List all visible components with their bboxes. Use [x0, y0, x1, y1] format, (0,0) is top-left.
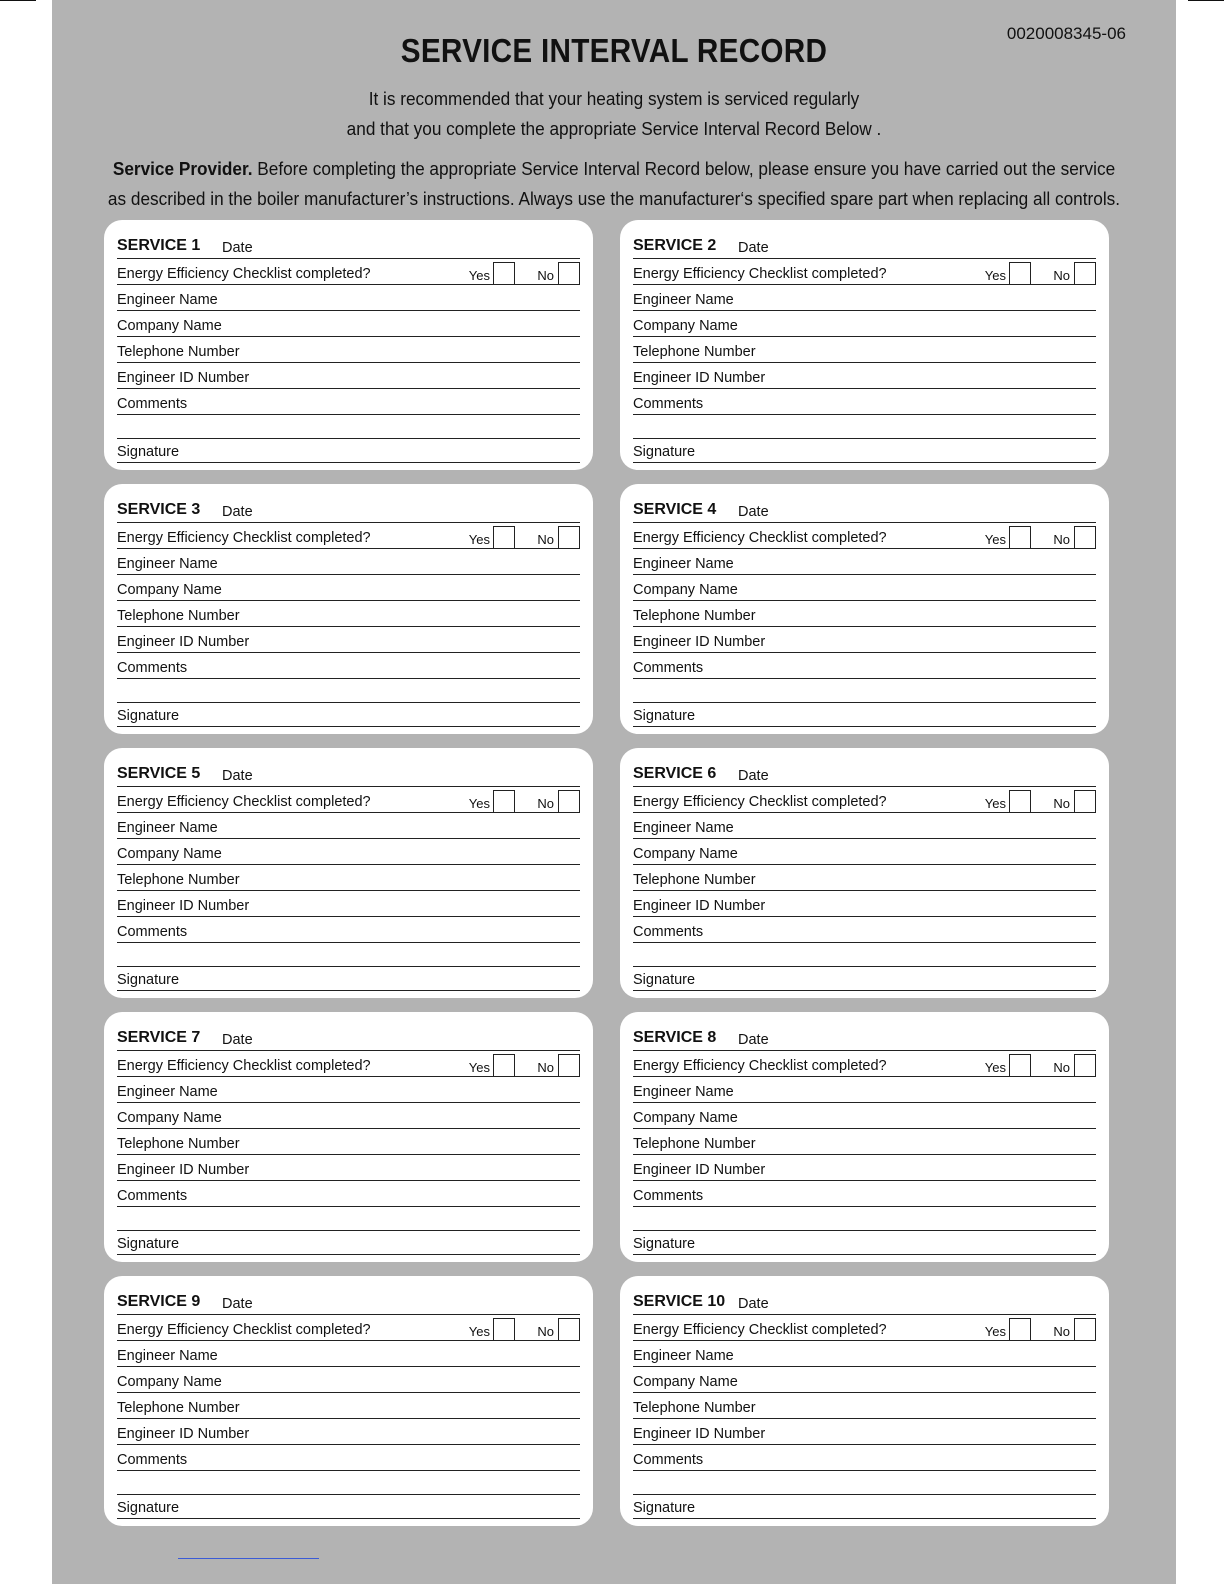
telephone-field[interactable]: [633, 601, 1096, 627]
engineer-id-label: Engineer ID Number: [117, 370, 250, 386]
company-name-field[interactable]: [633, 839, 1096, 865]
service-header-row[interactable]: [117, 493, 580, 523]
engineer-id-label: Engineer ID Number: [633, 1426, 766, 1442]
engineer-id-field[interactable]: [633, 363, 1096, 389]
engineer-id-label: Engineer ID Number: [117, 898, 250, 914]
service-card: [620, 1276, 1109, 1526]
engineer-name-label: Engineer Name: [633, 292, 734, 308]
yes-label: Yes: [984, 1060, 1006, 1075]
yes-label: Yes: [468, 532, 490, 547]
signature-field[interactable]: [633, 967, 1096, 991]
comments-field[interactable]: [633, 917, 1096, 943]
yes-label: Yes: [984, 532, 1006, 547]
engineer-id-label: Engineer ID Number: [117, 1162, 250, 1178]
service-card: [620, 484, 1109, 734]
service-title: SERVICE 1: [117, 237, 201, 254]
company-name-label: Company Name: [633, 846, 738, 862]
engineer-name-label: Engineer Name: [633, 556, 734, 572]
service-title: SERVICE 5: [117, 765, 201, 782]
signature-field[interactable]: [633, 1231, 1096, 1255]
signature-label: Signature: [117, 444, 180, 460]
comments-field[interactable]: [117, 1181, 580, 1207]
yes-label: Yes: [984, 1324, 1006, 1339]
service-header-row[interactable]: [633, 493, 1096, 523]
service-header-row[interactable]: [633, 1021, 1096, 1051]
engineer-id-field[interactable]: [117, 627, 580, 653]
telephone-field[interactable]: [117, 337, 580, 363]
engineer-id-label: Engineer ID Number: [633, 634, 766, 650]
no-label: No: [537, 1060, 554, 1075]
service-header-row[interactable]: [633, 229, 1096, 259]
signature-field[interactable]: [117, 1231, 580, 1255]
checklist-label: Energy Efficiency Checklist completed?: [633, 1058, 887, 1074]
comments-label: Comments: [633, 396, 704, 412]
service-title: SERVICE 8: [633, 1029, 717, 1046]
no-label: No: [537, 532, 554, 547]
checklist-label: Energy Efficiency Checklist completed?: [117, 1058, 371, 1074]
signature-label: Signature: [633, 1236, 696, 1252]
telephone-field[interactable]: [117, 865, 580, 891]
engineer-id-field[interactable]: [633, 627, 1096, 653]
signature-field[interactable]: [117, 703, 580, 727]
telephone-label: Telephone Number: [117, 1400, 240, 1416]
signature-label: Signature: [633, 972, 696, 988]
no-label: No: [537, 796, 554, 811]
no-checkbox[interactable]: [1074, 790, 1096, 812]
yes-label: Yes: [468, 1060, 490, 1075]
company-name-field[interactable]: [117, 1367, 580, 1393]
no-checkbox[interactable]: [1074, 262, 1096, 284]
date-label: Date: [738, 768, 769, 784]
service-header-row[interactable]: [117, 1021, 580, 1051]
service-card: [620, 748, 1109, 998]
comments-field[interactable]: [633, 653, 1096, 679]
engineer-name-field[interactable]: [633, 1077, 1096, 1103]
yes-label: Yes: [984, 796, 1006, 811]
signature-field[interactable]: [633, 1495, 1096, 1519]
no-checkbox[interactable]: [1074, 1318, 1096, 1340]
intro-line-1: It is recommended that your heating system is serviced regularly: [368, 88, 860, 109]
checklist-row: [117, 1315, 580, 1341]
service-card: [104, 748, 593, 998]
signature-label: Signature: [117, 1236, 180, 1252]
engineer-name-field[interactable]: [633, 285, 1096, 311]
date-label: Date: [738, 240, 769, 256]
comments-extra-line[interactable]: [117, 679, 580, 703]
no-label: No: [1053, 268, 1070, 283]
engineer-name-label: Engineer Name: [117, 292, 218, 308]
comments-field[interactable]: [633, 1445, 1096, 1471]
comments-field[interactable]: [633, 1181, 1096, 1207]
comments-label: Comments: [117, 924, 188, 940]
telephone-label: Telephone Number: [117, 872, 240, 888]
provider-heading: Service Provider.: [112, 158, 253, 179]
signature-field[interactable]: [117, 967, 580, 991]
company-name-label: Company Name: [117, 1374, 222, 1390]
page-title: SERVICE INTERVAL RECORD: [400, 32, 828, 69]
crop-mark-left: [0, 0, 36, 1]
engineer-name-field[interactable]: [633, 1341, 1096, 1367]
checklist-row: [633, 259, 1096, 285]
company-name-label: Company Name: [633, 318, 738, 334]
yes-label: Yes: [468, 796, 490, 811]
no-label: No: [1053, 796, 1070, 811]
telephone-label: Telephone Number: [117, 1136, 240, 1152]
company-name-field[interactable]: [117, 311, 580, 337]
yes-checkbox[interactable]: [493, 1318, 515, 1340]
checklist-row: [117, 787, 580, 813]
yes-label: Yes: [468, 268, 490, 283]
no-label: No: [537, 1324, 554, 1339]
engineer-id-label: Engineer ID Number: [117, 634, 250, 650]
engineer-name-field[interactable]: [633, 813, 1096, 839]
yes-checkbox[interactable]: [493, 1054, 515, 1076]
telephone-label: Telephone Number: [633, 872, 756, 888]
comments-extra-line[interactable]: [633, 943, 1096, 967]
yes-checkbox[interactable]: [1009, 262, 1031, 284]
yes-label: Yes: [984, 268, 1006, 283]
checklist-row: [633, 1051, 1096, 1077]
service-title: SERVICE 3: [117, 501, 201, 518]
yes-checkbox[interactable]: [493, 526, 515, 548]
engineer-name-label: Engineer Name: [633, 1084, 734, 1100]
telephone-field[interactable]: [633, 1129, 1096, 1155]
telephone-label: Telephone Number: [633, 608, 756, 624]
engineer-id-label: Engineer ID Number: [633, 1162, 766, 1178]
signature-label: Signature: [117, 708, 180, 724]
service-title: SERVICE 7: [117, 1029, 201, 1046]
engineer-name-label: Engineer Name: [117, 1084, 218, 1100]
comments-label: Comments: [117, 1188, 188, 1204]
comments-extra-line[interactable]: [633, 415, 1096, 439]
yes-checkbox[interactable]: [1009, 1318, 1031, 1340]
service-title: SERVICE 4: [633, 501, 717, 518]
date-label: Date: [222, 1296, 253, 1312]
intro-line-2: and that you complete the appropriate Service Interval Record Below .: [346, 118, 882, 139]
engineer-name-label: Engineer Name: [633, 820, 734, 836]
yes-checkbox[interactable]: [1009, 526, 1031, 548]
checklist-label: Energy Efficiency Checklist completed?: [117, 266, 371, 282]
company-name-label: Company Name: [117, 846, 222, 862]
telephone-field[interactable]: [117, 601, 580, 627]
engineer-name-field[interactable]: [117, 1341, 580, 1367]
signature-field[interactable]: [117, 1495, 580, 1519]
no-label: No: [1053, 532, 1070, 547]
telephone-label: Telephone Number: [633, 344, 756, 360]
yes-checkbox[interactable]: [1009, 790, 1031, 812]
form-sheet: [52, 0, 1176, 1584]
checklist-label: Energy Efficiency Checklist completed?: [117, 530, 371, 546]
date-label: Date: [222, 768, 253, 784]
service-card: [104, 484, 593, 734]
company-name-field[interactable]: [633, 1367, 1096, 1393]
comments-extra-line[interactable]: [633, 1207, 1096, 1231]
crop-mark-right: [1188, 0, 1224, 1]
company-name-field[interactable]: [633, 1103, 1096, 1129]
checklist-label: Energy Efficiency Checklist completed?: [117, 1322, 371, 1338]
telephone-label: Telephone Number: [117, 608, 240, 624]
comments-label: Comments: [117, 1452, 188, 1468]
engineer-id-field[interactable]: [117, 363, 580, 389]
intro-text: [91, 84, 1136, 144]
comments-label: Comments: [117, 660, 188, 676]
document-number: 0020008345-06: [1006, 24, 1126, 43]
checklist-row: [633, 1315, 1096, 1341]
service-card: [104, 1276, 593, 1526]
company-name-field[interactable]: [633, 575, 1096, 601]
signature-field[interactable]: [633, 439, 1096, 463]
signature-label: Signature: [117, 1500, 180, 1516]
yes-checkbox[interactable]: [493, 262, 515, 284]
checklist-row: [633, 523, 1096, 549]
company-name-label: Company Name: [117, 1110, 222, 1126]
checklist-row: [117, 259, 580, 285]
yes-checkbox[interactable]: [493, 790, 515, 812]
comments-extra-line[interactable]: [117, 943, 580, 967]
service-card: [104, 220, 593, 470]
company-name-field[interactable]: [117, 839, 580, 865]
engineer-name-label: Engineer Name: [117, 556, 218, 572]
comments-extra-line[interactable]: [633, 1471, 1096, 1495]
checklist-label: Energy Efficiency Checklist completed?: [633, 1322, 887, 1338]
provider-text-1: Before completing the appropriate Service Interval Record below, please ensure you have carried out the service: [252, 158, 1116, 179]
checklist-row: [117, 523, 580, 549]
comments-label: Comments: [633, 1452, 704, 1468]
yes-checkbox[interactable]: [1009, 1054, 1031, 1076]
engineer-id-field[interactable]: [117, 1419, 580, 1445]
engineer-name-field[interactable]: [117, 549, 580, 575]
signature-field[interactable]: [117, 439, 580, 463]
comments-label: Comments: [117, 396, 188, 412]
engineer-name-field[interactable]: [117, 285, 580, 311]
signature-label: Signature: [633, 708, 696, 724]
signature-label: Signature: [117, 972, 180, 988]
date-label: Date: [222, 1032, 253, 1048]
engineer-name-field[interactable]: [117, 813, 580, 839]
engineer-name-label: Engineer Name: [117, 820, 218, 836]
footer-link-underline[interactable]: [178, 1558, 319, 1559]
comments-extra-line[interactable]: [633, 679, 1096, 703]
telephone-label: Telephone Number: [117, 344, 240, 360]
company-name-label: Company Name: [633, 1110, 738, 1126]
comments-extra-line[interactable]: [117, 1471, 580, 1495]
company-name-label: Company Name: [117, 318, 222, 334]
no-label: No: [537, 268, 554, 283]
comments-field[interactable]: [117, 653, 580, 679]
engineer-id-field[interactable]: [117, 891, 580, 917]
comments-extra-line[interactable]: [117, 415, 580, 439]
signature-label: Signature: [633, 444, 696, 460]
yes-label: Yes: [468, 1324, 490, 1339]
checklist-row: [633, 787, 1096, 813]
service-title: SERVICE 6: [633, 765, 717, 782]
engineer-id-field[interactable]: [633, 1155, 1096, 1181]
service-header-row[interactable]: [633, 757, 1096, 787]
comments-field[interactable]: [117, 1445, 580, 1471]
no-label: No: [1053, 1060, 1070, 1075]
company-name-label: Company Name: [633, 1374, 738, 1390]
engineer-id-label: Engineer ID Number: [633, 898, 766, 914]
no-checkbox[interactable]: [558, 1318, 580, 1340]
company-name-field[interactable]: [117, 575, 580, 601]
checklist-label: Energy Efficiency Checklist completed?: [633, 794, 887, 810]
service-card: [620, 220, 1109, 470]
engineer-id-label: Engineer ID Number: [633, 370, 766, 386]
service-card: [620, 1012, 1109, 1262]
no-checkbox[interactable]: [558, 526, 580, 548]
telephone-field[interactable]: [117, 1393, 580, 1419]
service-title: SERVICE 9: [117, 1293, 201, 1310]
comments-label: Comments: [633, 924, 704, 940]
service-header-row[interactable]: [117, 757, 580, 787]
service-record-grid: [104, 220, 1109, 1526]
service-header-row[interactable]: [633, 1285, 1096, 1315]
telephone-field[interactable]: [633, 865, 1096, 891]
no-checkbox[interactable]: [558, 262, 580, 284]
telephone-field[interactable]: [633, 1393, 1096, 1419]
date-label: Date: [222, 240, 253, 256]
comments-field[interactable]: [117, 917, 580, 943]
comments-field[interactable]: [117, 389, 580, 415]
comments-extra-line[interactable]: [117, 1207, 580, 1231]
date-label: Date: [738, 1032, 769, 1048]
telephone-label: Telephone Number: [633, 1400, 756, 1416]
service-header-row[interactable]: [117, 229, 580, 259]
service-title: SERVICE 2: [633, 237, 717, 254]
company-name-label: Company Name: [117, 582, 222, 598]
provider-instructions: [91, 154, 1136, 214]
no-checkbox[interactable]: [1074, 526, 1096, 548]
company-name-field[interactable]: [633, 311, 1096, 337]
no-label: No: [1053, 1324, 1070, 1339]
company-name-label: Company Name: [633, 582, 738, 598]
service-card: [104, 1012, 593, 1262]
engineer-id-field[interactable]: [633, 1419, 1096, 1445]
no-checkbox[interactable]: [1074, 1054, 1096, 1076]
provider-line-1: [91, 154, 1136, 184]
company-name-field[interactable]: [117, 1103, 580, 1129]
checklist-row: [117, 1051, 580, 1077]
telephone-field[interactable]: [117, 1129, 580, 1155]
engineer-id-label: Engineer ID Number: [117, 1426, 250, 1442]
comments-label: Comments: [633, 1188, 704, 1204]
comments-field[interactable]: [633, 389, 1096, 415]
provider-line-2: as described in the boiler manufacturer’s instructions. Always use the manufacturer‘s specified spare part when replacing all controls.: [107, 188, 1121, 209]
telephone-label: Telephone Number: [633, 1136, 756, 1152]
date-label: Date: [738, 504, 769, 520]
engineer-id-field[interactable]: [117, 1155, 580, 1181]
engineer-name-label: Engineer Name: [117, 1348, 218, 1364]
checklist-label: Energy Efficiency Checklist completed?: [117, 794, 371, 810]
date-label: Date: [738, 1296, 769, 1312]
date-label: Date: [222, 504, 253, 520]
signature-field[interactable]: [633, 703, 1096, 727]
engineer-name-field[interactable]: [117, 1077, 580, 1103]
engineer-name-label: Engineer Name: [633, 1348, 734, 1364]
service-title: SERVICE 10: [633, 1293, 726, 1310]
no-checkbox[interactable]: [558, 1054, 580, 1076]
engineer-id-field[interactable]: [633, 891, 1096, 917]
telephone-field[interactable]: [633, 337, 1096, 363]
comments-label: Comments: [633, 660, 704, 676]
checklist-label: Energy Efficiency Checklist completed?: [633, 266, 887, 282]
signature-label: Signature: [633, 1500, 696, 1516]
checklist-label: Energy Efficiency Checklist completed?: [633, 530, 887, 546]
engineer-name-field[interactable]: [633, 549, 1096, 575]
no-checkbox[interactable]: [558, 790, 580, 812]
service-header-row[interactable]: [117, 1285, 580, 1315]
